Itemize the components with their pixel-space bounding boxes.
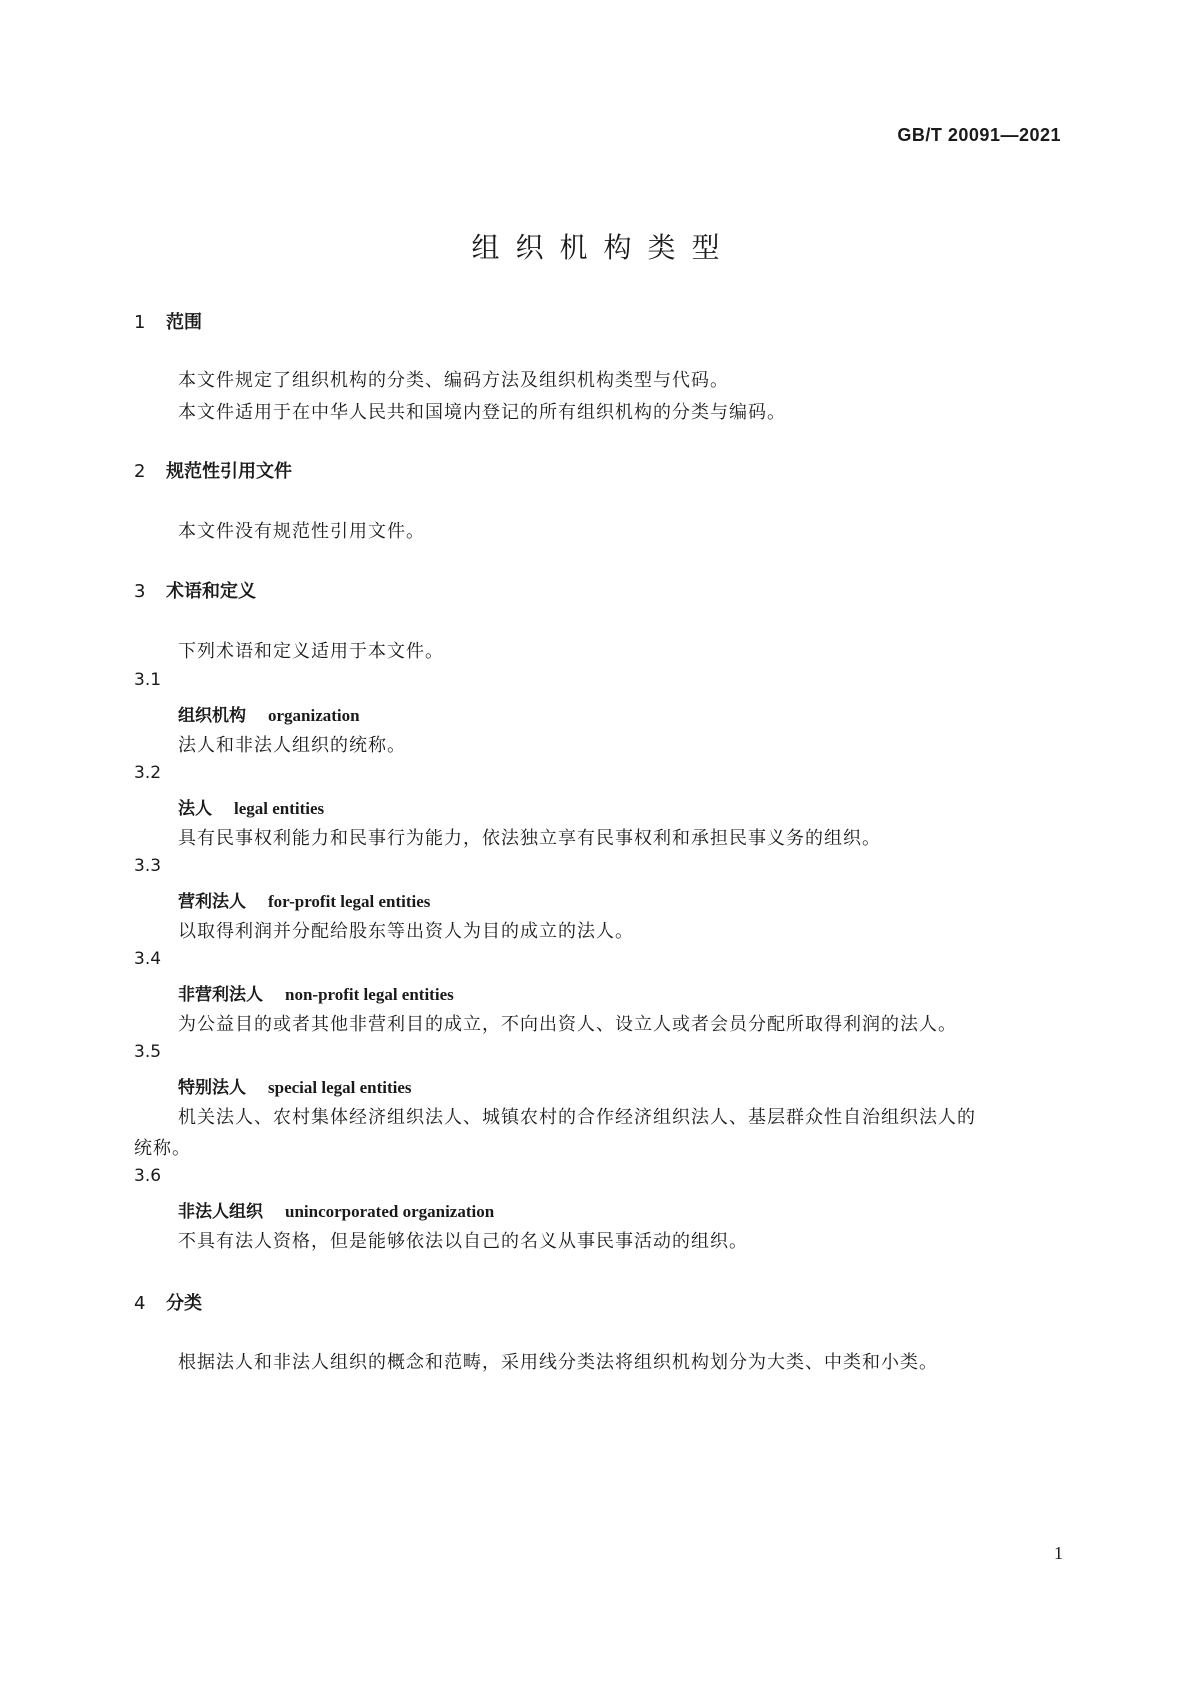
paragraph: 本文件规定了组织机构的分类、编码方法及组织机构类型与代码。: [178, 370, 729, 391]
term-entry: [178, 701, 360, 726]
term-definition: 法人和非法人组织的统称。: [178, 735, 406, 756]
term-number: 3.6: [134, 1166, 162, 1186]
section-title: 分类: [166, 1293, 202, 1314]
term-chinese: 特别法人: [178, 1078, 246, 1098]
term-chinese: 营利法人: [178, 892, 246, 912]
term-definition-continued: 统称。: [134, 1138, 191, 1159]
paragraph: 本文件没有规范性引用文件。: [178, 521, 425, 542]
term-chinese: 非营利法人: [178, 985, 263, 1005]
term-entry: [178, 980, 454, 1005]
section-number: 3: [134, 581, 146, 602]
section-heading-classification: [134, 1289, 202, 1315]
section-title: 规范性引用文件: [166, 461, 292, 482]
term-chinese: 非法人组织: [178, 1202, 263, 1222]
term-number: 3.2: [134, 763, 162, 783]
term-english: non-profit legal entities: [285, 985, 454, 1004]
term-number: 3.5: [134, 1042, 162, 1062]
term-definition: 为公益目的或者其他非营利目的成立，不向出资人、设立人或者会员分配所取得利润的法人。: [178, 1014, 957, 1035]
term-definition: 具有民事权利能力和民事行为能力，依法独立享有民事权利和承担民事义务的组织。: [178, 828, 881, 849]
document-title: 组织机构类型: [471, 231, 736, 264]
term-english: for-profit legal entities: [268, 892, 431, 911]
term-english: organization: [268, 706, 360, 725]
term-number: 3.1: [134, 670, 162, 690]
section-heading-terms-definitions: [134, 577, 256, 603]
term-definition: 机关法人、农村集体经济组织法人、城镇农村的合作经济组织法人、基层群众性自治组织法人的: [178, 1107, 976, 1128]
section-number: 4: [134, 1293, 146, 1314]
paragraph: 根据法人和非法人组织的概念和范畴，采用线分类法将组织机构划分为大类、中类和小类。: [178, 1352, 938, 1373]
term-english: special legal entities: [268, 1078, 412, 1097]
paragraph: 下列术语和定义适用于本文件。: [178, 641, 444, 662]
term-chinese: 法人: [178, 799, 212, 819]
term-number: 3.3: [134, 856, 162, 876]
term-definition: 不具有法人资格，但是能够依法以自己的名义从事民事活动的组织。: [178, 1231, 748, 1252]
term-number: 3.4: [134, 949, 162, 969]
section-number: 1: [134, 312, 146, 333]
section-heading-normative-references: [134, 457, 292, 483]
term-definition: 以取得利润并分配给股东等出资人为目的成立的法人。: [178, 921, 634, 942]
section-title: 术语和定义: [166, 581, 256, 602]
term-entry: [178, 1197, 494, 1222]
term-entry: [178, 1073, 412, 1098]
term-english: legal entities: [234, 799, 325, 818]
term-entry: [178, 887, 430, 912]
section-heading-scope: [134, 308, 202, 334]
page-number: 1: [1054, 1543, 1063, 1563]
standard-number: GB/T 20091—2021: [897, 125, 1061, 145]
section-number: 2: [134, 461, 146, 482]
term-entry: [178, 794, 324, 819]
section-title: 范围: [166, 312, 202, 333]
term-chinese: 组织机构: [178, 706, 246, 726]
paragraph: 本文件适用于在中华人民共和国境内登记的所有组织机构的分类与编码。: [178, 402, 786, 423]
term-english: unincorporated organization: [285, 1202, 495, 1221]
